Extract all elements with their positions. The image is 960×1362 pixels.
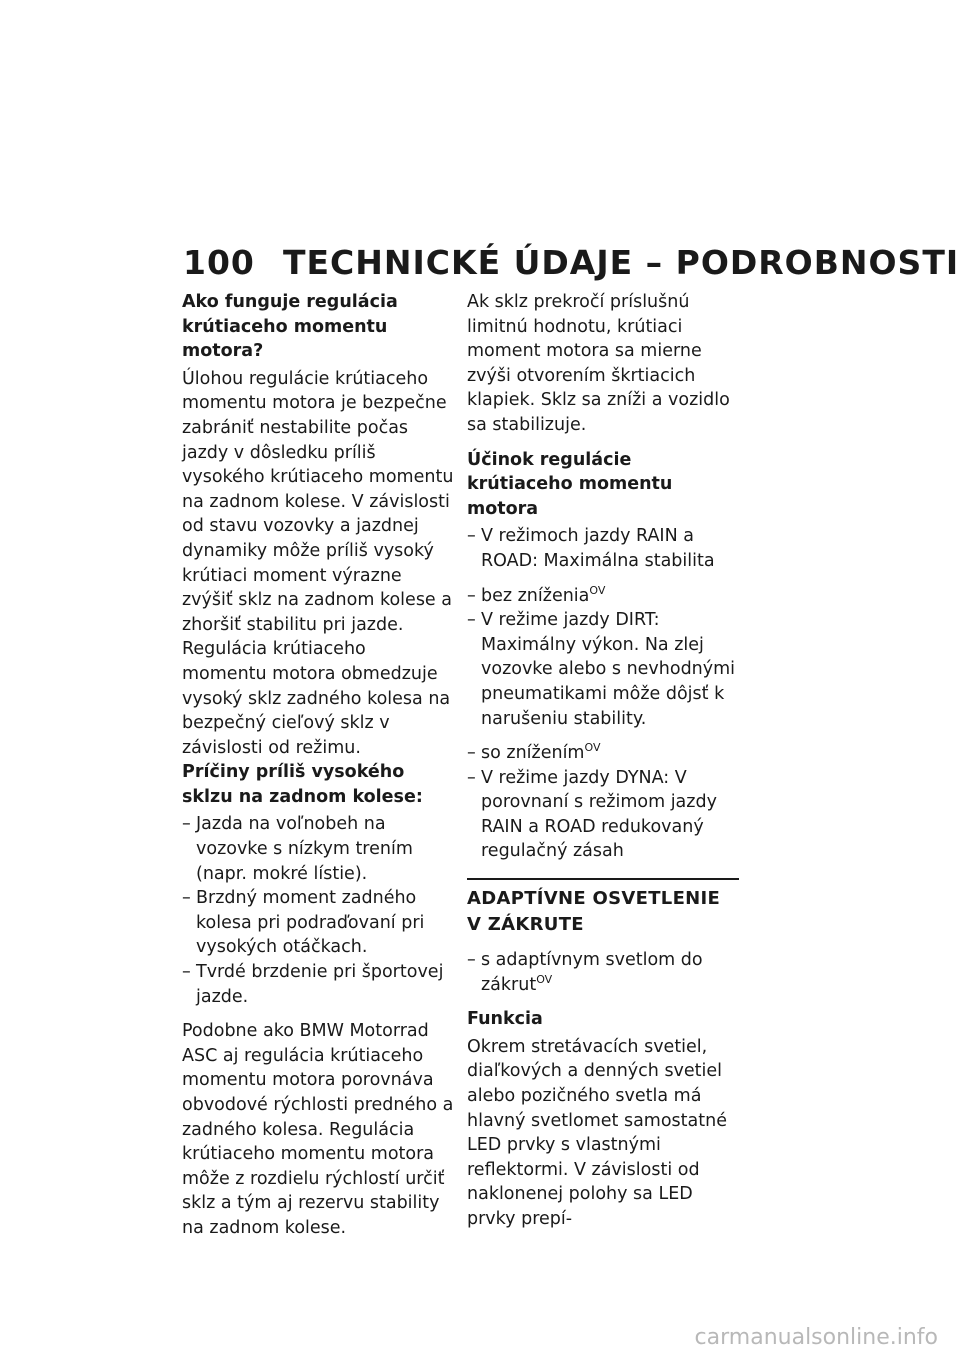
paragraph-function: Okrem stretávacích svetiel, diaľkových a denných svetiel alebo pozičného svetla má hlavný svetlomet samostatné LED prvky s vlastnými reflektormi. V závislosti od naklonenej polohy sa LED prvky prepí- (467, 1036, 727, 1229)
heading-causes: Príčiny príliš vysokého sklzu na zadnom kolese: (182, 762, 423, 807)
page-number: 100 (183, 243, 255, 282)
list-item-dyna: – V režime jazdy DYNA: V porovnaní s režimom jazdy RAIN a ROAD redukovaný regulačný zásah (467, 766, 739, 864)
left-column (182, 290, 454, 1251)
list-item-with-lowering (467, 741, 739, 766)
paragraph-comparison: Podobne ako BMW Motorrad ASC aj regulácia krútiaceho momentu motora porovnáva obvodové rýchlosti predného a zadného kolesa. Regulácia krútiaceho momentu motora môže z rozdielu rýchlostí určiť sklz a tým aj rezervu stability na zadnom kolese. (182, 1021, 454, 1238)
list-item-adaptive-light (467, 948, 739, 997)
ov-marker: OV (584, 741, 601, 755)
with-lowering-text: so znížením (481, 743, 585, 764)
watermark: carmanualsonline.info (694, 1325, 938, 1350)
list-item-without-lowering (467, 584, 739, 609)
heading-how-it-works: Ako funguje regulácia krútiaceho momentu motora? (182, 292, 398, 362)
ov-marker: OV (589, 583, 606, 597)
list-item-rain-road: – V režimoch jazdy RAIN a ROAD: Maximálna stabilita (467, 524, 739, 573)
page-title: TECHNICKÉ ÚDAJE – PODROBNOSTI (283, 243, 960, 282)
ov-marker: OV (536, 972, 553, 986)
adaptive-light-text: s adaptívnym svetlom do zákrut (481, 950, 703, 995)
paragraph-purpose: Úlohou regulácie krútiaceho momentu motora je bezpečne zabrániť nestabilite počas jazdy v dôsledku príliš vysokého krútiaceho momentu na zadnom kolese. V závislosti od stavu vozovky a jazdnej dynamiky môže príliš vysoký krútiaci moment výrazne zvýšiť sklz na zadnom kolese a zhoršiť stabilitu pri jazde. Regulácia krútiaceho momentu motora obmedzuje vysoký sklz zadného kolesa na bezpečný cieľový sklz v závislosti od režimu. (182, 368, 454, 758)
without-lowering-text: bez zníženia (481, 585, 590, 606)
list-item-dirt: – V režime jazdy DIRT: Maximálny výkon. Na zlej vozovke alebo s nevhodnými pneumatikami môže dôjsť k narušeniu stability. (467, 608, 739, 731)
paragraph-slip-limit: Ak sklz prekročí príslušnú limitnú hodnotu, krútiaci moment motora sa mierne zvýši otvorením škrtiacich klapiek. Sklz sa zníži a vozidlo sa stabilizuje. (467, 292, 730, 435)
heading-effect: Účinok regulácie krútiaceho momentu motora (467, 449, 673, 519)
section-divider (467, 878, 739, 880)
list-item-cause-1: – Jazda na voľnobeh na vozovke s nízkym trením (napr. mokré lístie). (182, 812, 454, 886)
right-column (467, 290, 739, 1242)
heading-function: Funkcia (467, 1009, 543, 1030)
page-header (183, 243, 960, 282)
list-item-cause-3: – Tvrdé brzdenie pri športovej jazde. (182, 960, 454, 1009)
list-item-cause-2: – Brzdný moment zadného kolesa pri podraďovaní pri vysokých otáčkach. (182, 886, 454, 960)
section-title-adaptive-light: ADAPTÍVNE OSVETLENIE V ZÁKRUTE (467, 888, 721, 936)
